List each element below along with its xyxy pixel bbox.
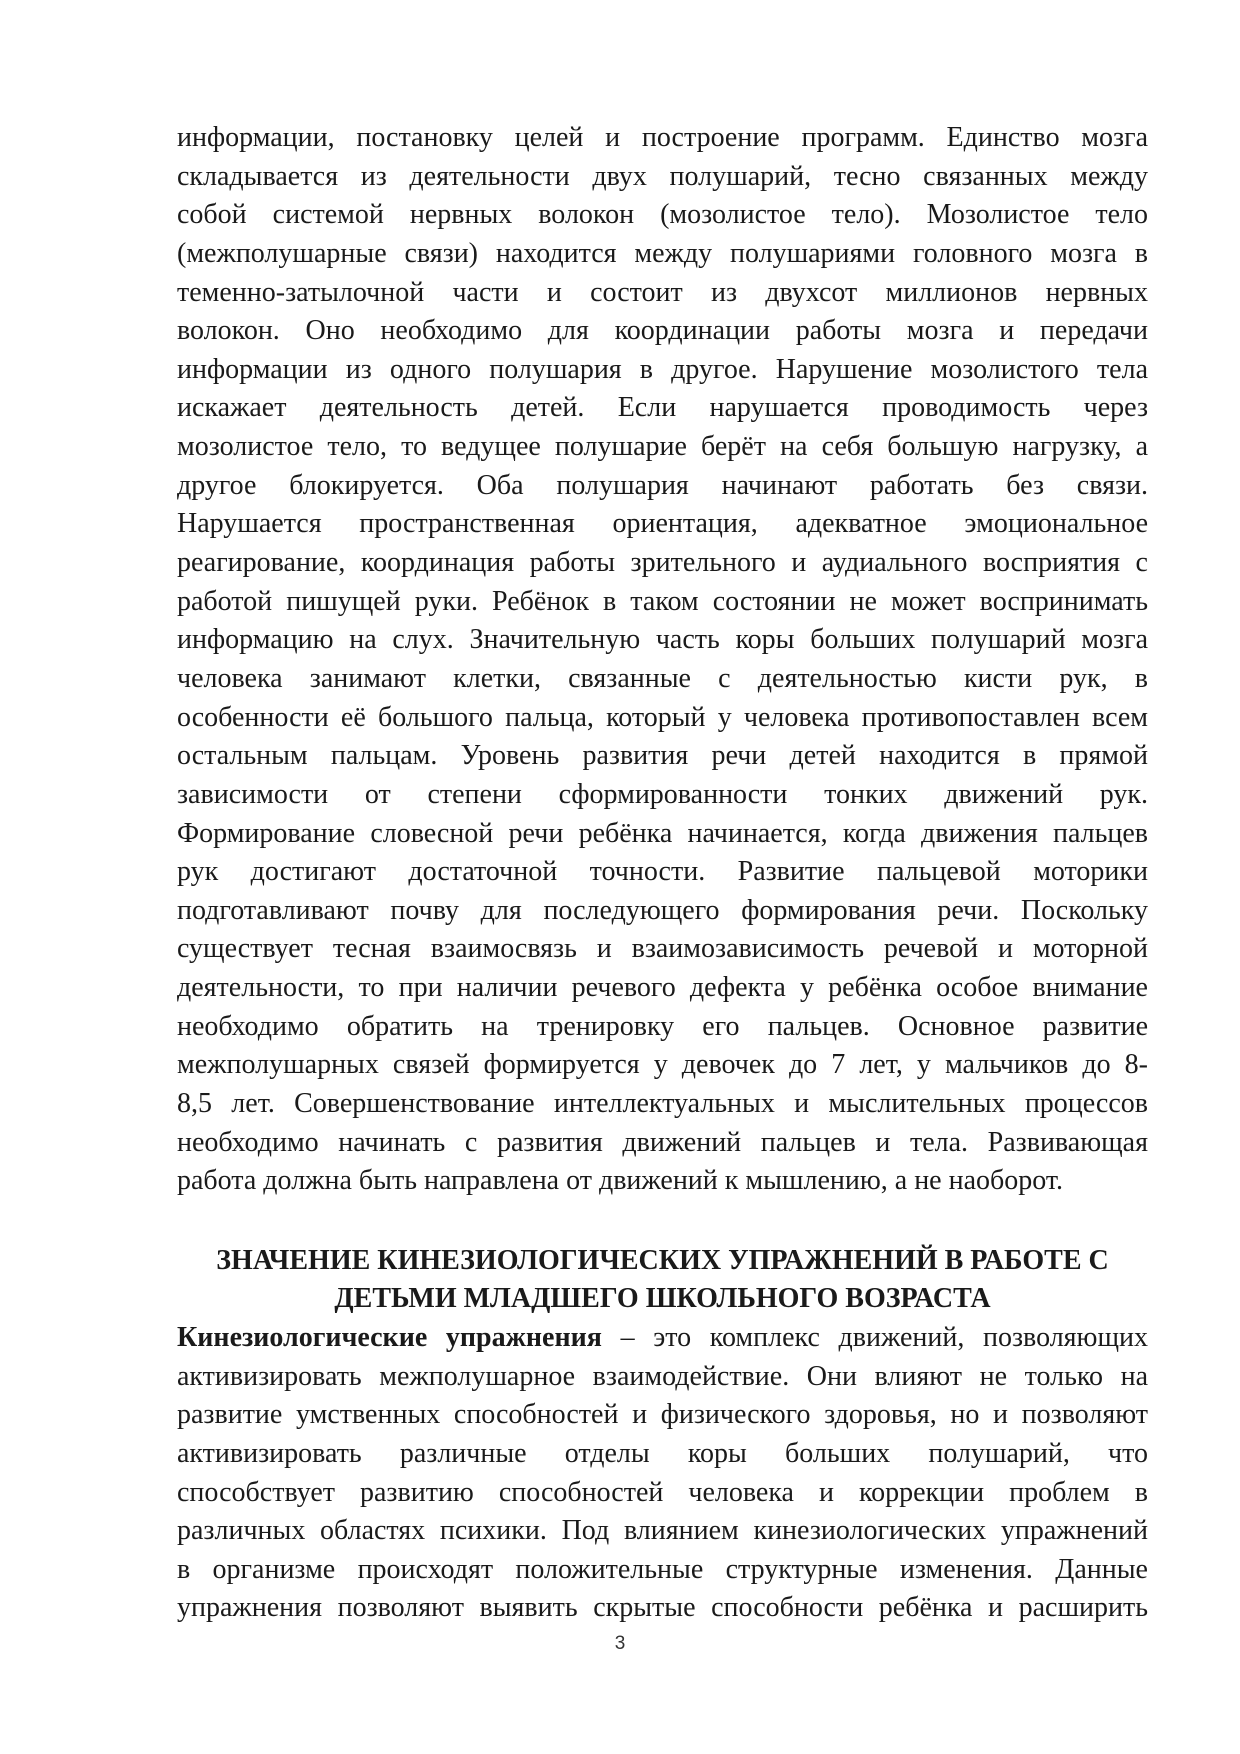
- section-heading-line-1: ЗНАЧЕНИЕ КИНЕЗИОЛОГИЧЕСКИХ УПРАЖНЕНИЙ В РАБОТЕ С: [216, 1245, 1109, 1276]
- section-heading-line-2: ДЕТЬМИ МЛАДШЕГО ШКОЛЬНОГО ВОЗРАСТА: [334, 1283, 991, 1314]
- text-line: необходимо начинать с развития движений пальцев и тела. Развивающая: [177, 1126, 1148, 1158]
- text-line: информации из одного полушария в другое. Нарушение мозолистого тела: [177, 353, 1148, 385]
- text-line: складывается из деятельности двух полушарий, тесно связанных между: [177, 160, 1148, 192]
- text-line: реагирование, координация работы зрительного и аудиального восприятия с: [177, 547, 1148, 579]
- text-line: мозолистое тело, то ведущее полушарие берёт на себя большую нагрузку, а: [177, 431, 1148, 463]
- text-line: информации, постановку целей и построение программ. Единство мозга: [177, 122, 1148, 153]
- text-line: 8,5 лет. Совершенствование интеллектуальных и мыслительных процессов: [177, 1088, 1148, 1120]
- text-line: Формирование словесной речи ребёнка начинается, когда движения пальцев: [177, 817, 1148, 849]
- text-line: собой системой нервных волокон (мозолистое тело). Мозолистое тело: [177, 199, 1148, 231]
- text-line: информацию на слух. Значительную часть коры больших полушарий мозга: [177, 624, 1148, 656]
- page-number: 3: [614, 1633, 626, 1654]
- body-paragraph-2: [177, 1319, 1148, 1628]
- text-line: подготавливают почву для последующего формирования речи. Поскольку: [177, 894, 1148, 926]
- text-line: рук достигают достаточной точности. Развитие пальцевой моторики: [177, 856, 1148, 888]
- text-line: межполушарных связей формируется у девочек до 7 лет, у мальчиков до 8-: [177, 1049, 1148, 1081]
- text-line: (межполушарные связи) находится между полушариями головного мозга в: [177, 237, 1148, 269]
- text-line: волокон. Оно необходимо для координации работы мозга и передачи: [177, 315, 1148, 347]
- text-line: остальным пальцам. Уровень развития речи детей находится в прямой: [177, 740, 1148, 772]
- text-line: активизировать различные отделы коры больших полушарий, что: [177, 1437, 1148, 1469]
- definition-start: – это комплекс движений, позволяющих: [620, 1322, 1149, 1353]
- text-line: особенности её большого пальца, который у человека противопоставлен всем: [177, 701, 1148, 733]
- text-line: работой пишущей руки. Ребёнок в таком состоянии не может воспринимать: [177, 585, 1148, 617]
- text-line: зависимости от степени сформированности тонких движений рук.: [177, 778, 1148, 810]
- text-line: необходимо обратить на тренировку его пальцев. Основное развитие: [177, 1010, 1148, 1042]
- text-line-with-term: [177, 1319, 1148, 1358]
- text-line: деятельности, то при наличии речевого дефекта у ребёнка особое внимание: [177, 972, 1148, 1004]
- defined-term: Кинезиологические упражнения: [177, 1322, 602, 1353]
- text-line: развитие умственных способностей и физического здоровья, но и позволяют: [177, 1399, 1148, 1431]
- text-line: теменно-затылочной части и состоит из двухсот миллионов нервных: [177, 276, 1148, 308]
- text-line: Нарушается пространственная ориентация, адекватное эмоциональное: [177, 508, 1148, 540]
- text-line: работа должна быть направлена от движений к мышлению, а не наоборот.: [177, 1165, 1064, 1197]
- text-line: другое блокируется. Оба полушария начинают работать без связи.: [177, 469, 1148, 501]
- text-line: человека занимают клетки, связанные с деятельностью кисти рук, в: [177, 662, 1148, 694]
- text-line: активизировать межполушарное взаимодействие. Они влияют не только на: [177, 1360, 1148, 1392]
- text-line: упражнения позволяют выявить скрытые способности ребёнка и расширить: [177, 1592, 1148, 1624]
- text-line: в организме происходят положительные структурные изменения. Данные: [177, 1553, 1148, 1585]
- text-line: различных областях психики. Под влиянием кинезиологических упражнений: [177, 1515, 1148, 1547]
- text-line: способствует развитию способностей человека и коррекции проблем в: [177, 1476, 1148, 1508]
- text-line: искажает деятельность детей. Если нарушается проводимость через: [177, 392, 1148, 424]
- text-line: существует тесная взаимосвязь и взаимозависимость речевой и моторной: [177, 933, 1148, 965]
- body-paragraph-1: [177, 119, 1148, 1201]
